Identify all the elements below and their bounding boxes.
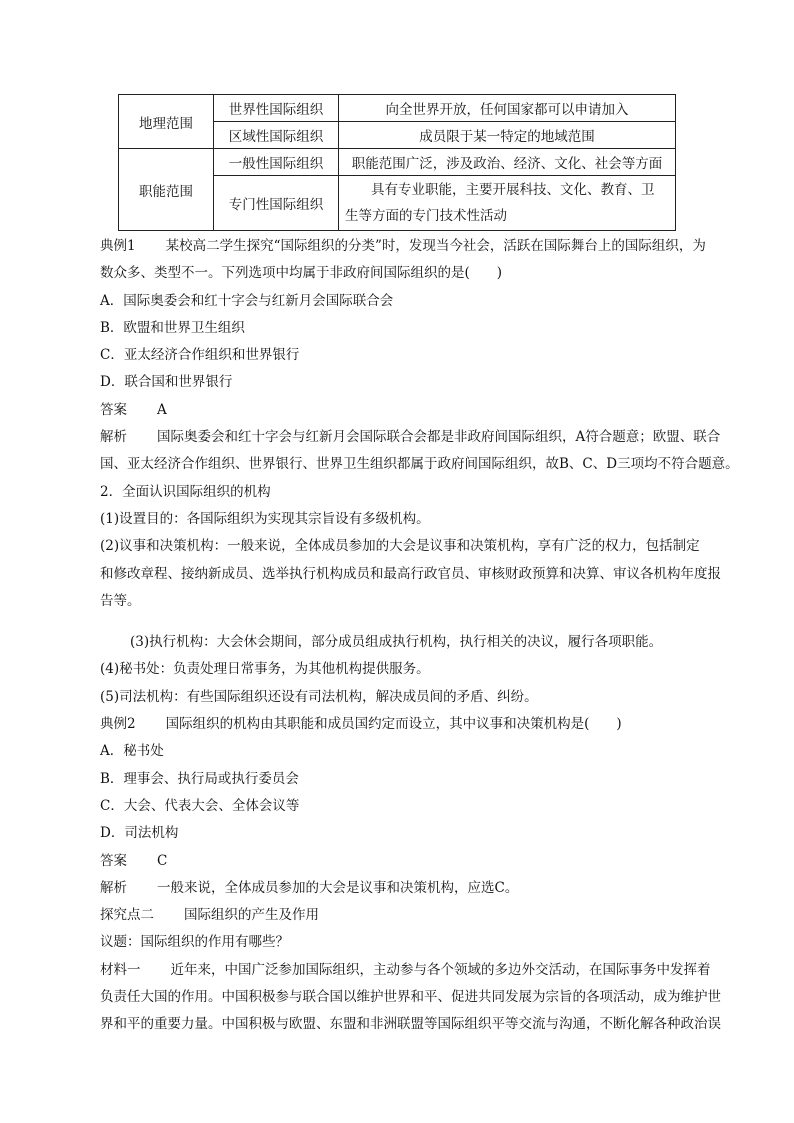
analysis-text-line: 国、亚太经济合作组织、世界银行、世界卫生组织都属于政府间国际组织，故B、C、D三项均不符合题意。 [100,456,739,473]
topic-line: 议题：国际组织的作用有哪些？ [100,934,289,951]
paragraph: (4)秘书处：负责处理日常事务，为其他机构提供服务。 [100,661,430,678]
option-b: B．欧盟和世界卫生组织 [100,319,245,336]
table-desc-cell: 职能范围广泛，涉及政治、经济、文化、社会等方面 [339,149,676,176]
inquiry-title: 国际组织的产生及作用 [184,907,319,924]
question-text-line: 数众多、类型不一。下列选项中均属于非政府间国际组织的是( ) [100,265,503,282]
answer-value: A [157,401,167,418]
option-b: B．理事会、执行局或执行委员会 [100,770,299,787]
table-desc-line: 具有专业职能，主要开展科技、文化、教育、卫 [371,182,655,198]
paragraph: (5)司法机构：有些国际组织还设有司法机构，解决成员间的矛盾、纠纷。 [100,688,538,705]
option-a: A．国际奥委会和红十字会与红新月会国际联合会 [100,292,394,309]
paragraph-line: 和修改章程、接纳新成员、选举执行机构成员和最高行政官员、审核财政预算和决算、审议各机构年度报 [100,565,721,582]
answer-label: 答案 [100,401,127,418]
option-d: D．联合国和世界银行 [100,374,233,391]
analysis-label: 解析 [100,879,127,896]
question-text: 某校高二学生探究“国际组织的分类”时，发现当今社会，活跃在国际舞台上的国际组织，为 [165,238,706,254]
analysis-text: 国际奥委会和红十字会与红新月会国际联合会都是非政府间国际组织，A符合题意；欧盟、联合 [157,429,721,446]
inquiry-heading [100,902,698,929]
material-label: 材料一 [100,961,141,978]
table-row [119,95,676,122]
answer-value: C [157,852,168,869]
paragraph: (1)设置目的：各国际组织为实现其宗旨设有多级机构。 [100,510,430,527]
analysis-line [100,424,721,451]
table-desc-cell [339,176,676,231]
option-c: C．大会、代表大会、全体会议等 [100,797,300,814]
option-a: A．秘书处 [100,743,164,760]
option-c: C．亚太经济合作组织和世界银行 [100,347,300,364]
inquiry-label: 探究点二 [100,907,154,924]
table-type-cell: 一般性国际组织 [214,149,339,176]
section-heading: 2．全面认识国际组织的机构 [100,483,271,500]
example2-question [100,711,698,738]
material-line [100,957,711,984]
paragraph-line: 告等。 [100,592,141,609]
table-row [119,149,676,176]
answer-line [100,397,698,424]
table-desc-line: 生等方面的专门技术性活动 [345,208,507,224]
document-body [100,233,739,1039]
table-desc-cell: 向全世界开放，任何国家都可以申请加入 [339,95,676,122]
table-category-cell: 地理范围 [119,95,214,149]
table-type-cell: 区域性国际组织 [214,122,339,149]
question-text: 国际组织的机构由其职能和成员国约定而设立，其中议事和决策机构是( ) [165,716,622,733]
example-label: 典例1 [100,238,136,254]
answer-line [100,848,698,875]
analysis-text: 一般来说，全体成员参加的大会是议事和决策机构，应选C。 [157,879,519,896]
material-text-line: 负责任大国的作用。中国积极参与联合国以维护世界和平、促进共同发展为宗旨的各项活动，成为维护世 [100,989,721,1006]
example-label: 典例2 [100,716,136,733]
analysis-line [100,875,698,902]
table-type-cell: 专门性国际组织 [214,176,339,231]
paragraph: (2)议事和决策机构：一般来说，全体成员参加的大会是议事和决策机构，享有广泛的权力，包括制定 [100,538,700,555]
example1-question [100,233,706,260]
material-text-line: 界和平的重要力量。中国积极与欧盟、东盟和非洲联盟等国际组织平等交流与沟通，不断化解各种政治误 [100,1016,721,1033]
table-category-cell: 职能范围 [119,149,214,231]
material-text: 近年来，中国广泛参加国际组织，主动参与各个领域的多边外交活动，在国际事务中发挥着 [170,961,711,978]
table-desc-cell: 成员限于某一特定的地域范围 [339,122,676,149]
answer-label: 答案 [100,852,127,869]
paragraph: (3)执行机构：大会休会期间，部分成员组成执行机构，执行相关的决议，履行各项职能。 [130,634,663,651]
table-type-cell: 世界性国际组织 [214,95,339,122]
org-classification-table [118,94,676,231]
analysis-label: 解析 [100,429,127,446]
option-d: D．司法机构 [100,825,179,842]
